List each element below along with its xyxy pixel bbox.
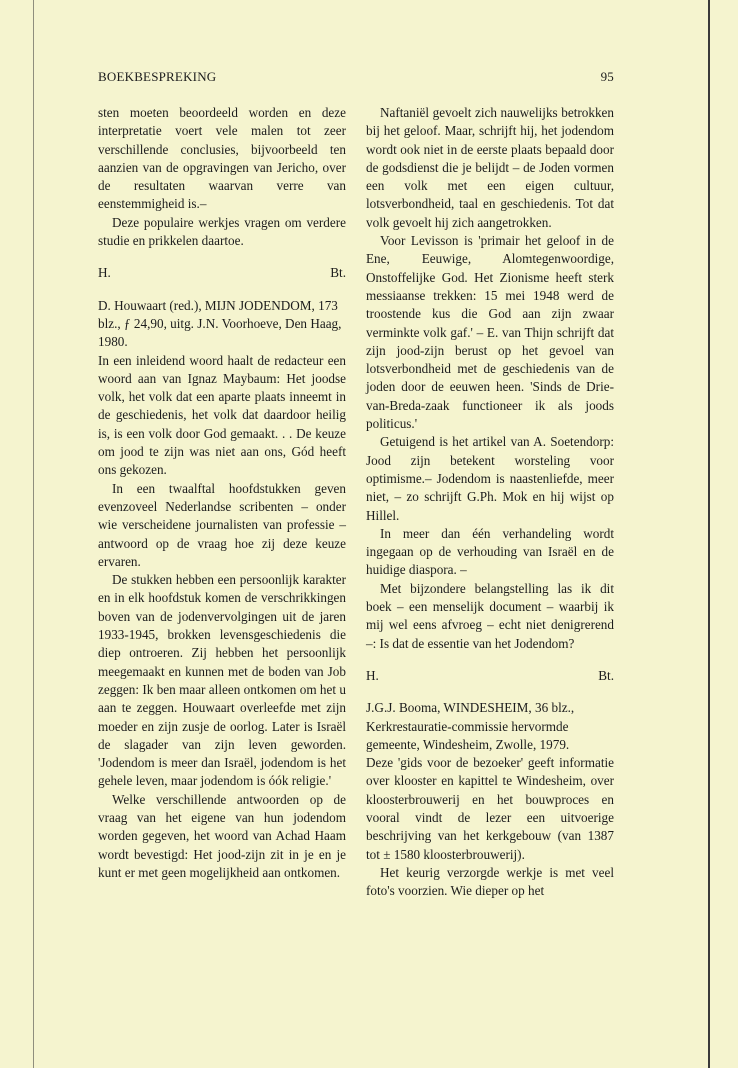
paragraph: Naftaniël gevoelt zich nauwelijks betrokken bij het geloof. Maar, schrijft hij, het jodendom wordt ook niet in de eerste plaats bepaald door de godsdienst die je belijdt – de Joden vormen een volk met een eigen cultuur, lotsverbondheid, taal en geschiedenis. Tot dat volk gevoelt hij zich aangetrokken.	[366, 105, 614, 230]
scan-edge-right	[708, 0, 710, 1068]
paragraph: Voor Levisson is 'primair het geloof in de Ene, Eeuwige, Alomtegenwoordige, Onstoffelijke God. Het Zionisme heeft sterk messiaanse trekken: 15 mei 1948 werd de troostende kus die God aan zijn zwaar verminkte volk gaf.' – E. van Thijn schrijft dat zijn jood-zijn berust op het gevoel van lotsverbondheid met de geschiedenis van de joden door de eeuwen heen. 'Sinds de Drie-van-Breda-zaak functioneer ik als joods politicus.'	[366, 233, 614, 432]
scan-edge-left	[33, 0, 34, 1068]
book-citation: J.G.J. Booma, WINDESHEIM, 36 blz., Kerkrestauratie-commissie hervormde gemeente, Windesheim, Zwolle, 1979.	[366, 700, 575, 752]
paragraph: Welke verschillende antwoorden op de vraag van het eigene van hun jodendom worden gegeven, het woord van Achad Haam wordt bevestigd: Het jood-zijn zit in je en je kunt er met geen mogelijkheid aan ontkomen.	[98, 791, 346, 880]
signature-author: Bt.	[330, 265, 346, 281]
review-signature	[366, 667, 614, 685]
paragraph: sten moeten beoordeeld worden en deze interpretatie voert vele malen tot zeer verschillende conclusies, bijvoorbeeld ten aanzien van de opgravingen van Jericho, over de resultaten waarvan verre van eenstemmigheid is.–	[98, 105, 346, 212]
paragraph: Deze 'gids voor de bezoeker' geeft informatie over klooster en kapittel te Windesheim, over kloosterbrouwerij en het bouwproces en vooral vindt de lezer een uitvoerige beschrijving van het kerkgebouw (van 1387 tot ± 1580 kloosterbrouwerij).	[366, 755, 614, 862]
paragraph: In een twaalftal hoofdstukken geven evenzoveel Nederlandse scribenten – onder wie verscheidene journalisten van professie – antwoord op de vraag hoe zij deze keuze ervaren.	[98, 480, 346, 569]
paragraph: Deze populaire werkjes vragen om verdere studie en prikkelen daartoe.	[98, 214, 346, 249]
book-citation: D. Houwaart (red.), MIJN JODENDOM, 173 blz., ƒ 24,90, uitg. J.N. Voorhoeve, Den Haag, 1980.	[98, 297, 342, 350]
left-column	[98, 104, 346, 882]
review-signature	[98, 264, 346, 282]
paragraph: De stukken hebben een persoonlijk karakter en in elk hoofdstuk komen de verschrikkingen boven van de jodenvervolgingen uit de jaren 1933-1945, brokken levensgeschiedenis die diep ontroeren. Zij hebben het persoonlijk meegemaakt en kunnen met de boden van Job zeggen: Ik ben maar alleen ontkomen om het u aan te zeggen. Houwaart overleefde met zijn moeder en zijn zusje de oorlog. Later is Israël de slagader van zijn leven geworden. 'Jodendom is meer dan Israël, jodendom is het gehele leven, maar jodendom is óók religie.'	[98, 572, 346, 789]
paragraph: In een inleidend woord haalt de redacteur een woord aan van Ignaz Maybaum: Het joodse volk, het volk dat een aparte plaats inneemt in de geschiedenis, het volk dat daardoor heilig is, is een volk door God gemaakt. . . De keuze om jood te zijn was niet aan ons, Gód heeft ons gekozen.	[98, 352, 346, 478]
running-title: BOEKBESPREKING	[98, 69, 217, 84]
paragraph: Het keurig verzorgde werkje is met veel foto's voorzien. Wie dieper op het	[366, 864, 614, 899]
paragraph: In meer dan één verhandeling wordt ingegaan op de verhouding van Israël en de huidige diaspora. –	[366, 525, 614, 578]
paragraph: Met bijzondere belangstelling las ik dit boek – een menselijk document – waarbij ik mij wel eens afvroeg – echt niet denigrerend –: Is dat de essentie van het Jodendom?	[366, 580, 614, 651]
right-column	[366, 104, 614, 900]
signature-initial: H.	[98, 265, 111, 281]
signature-initial: H.	[366, 667, 379, 683]
signature-author: Bt.	[598, 667, 614, 683]
paragraph: Getuigend is het artikel van A. Soetendorp: Jood zijn betekent worsteling voor optimisme.– Jodendom is naastenliefde, meer niet, – zo schrijft G.Ph. Mok en hij wijst op Hillel.	[366, 434, 614, 523]
page-number: 95	[600, 69, 614, 84]
